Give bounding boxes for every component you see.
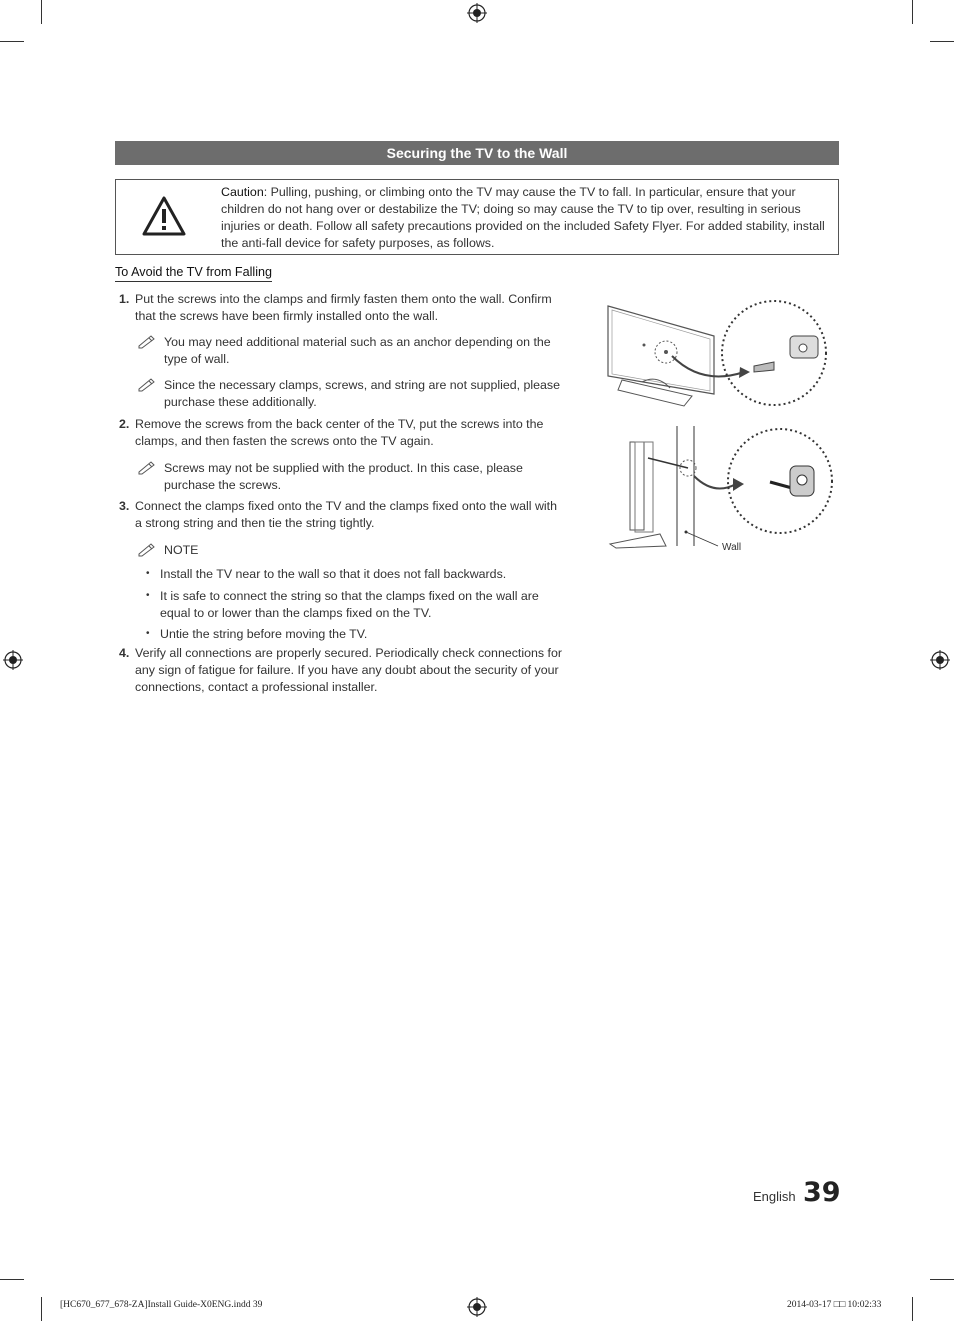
date-slug: 2014-03-17 □□ 10:02:33 [787, 1300, 882, 1310]
crop-mark [41, 0, 42, 24]
subheading: To Avoid the TV from Falling [115, 265, 272, 282]
note-label: NOTE [164, 543, 199, 557]
pencil-note-icon [137, 459, 157, 475]
step-text: Verify all connections are properly secured. Periodically check connections for any sign of fatigue for failure. If you have any doubt about the security of your connections, contact a professional installer. [135, 646, 563, 694]
crop-mark [41, 1297, 42, 1321]
registration-mark-icon [3, 650, 23, 670]
file-slug: [HC670_677_678-ZA]Install Guide-X0ENG.indd 39 [60, 1300, 263, 1310]
crop-mark [0, 41, 24, 42]
crop-mark [930, 41, 954, 42]
registration-mark-icon [467, 1297, 487, 1317]
bullet-icon: • [146, 628, 150, 639]
step-number: 2. [119, 417, 130, 431]
crop-mark [0, 1279, 24, 1280]
step-number: 1. [119, 292, 130, 306]
tv-wall-mount-illustration [602, 296, 842, 558]
registration-mark-icon [467, 3, 487, 23]
note-text: Since the necessary clamps, screws, and string are not supplied, please purchase these additionally. [164, 378, 561, 409]
step-text: Put the screws into the clamps and firmly fasten them onto the wall. Confirm that the screws have been firmly installed onto the wall. [135, 292, 552, 323]
footer-language: English [753, 1189, 796, 1204]
caution-text [221, 184, 826, 252]
caution-body: : Pulling, pushing, or climbing onto the TV may cause the TV to fall. In particular, ensure that your children do not hang over or destabilize the TV; doing so may cause the TV to tip over, resulting in serious injuries or death. Follow all safety precautions provided on the included Safety Flyer. For added stability, install the anti-fall device for safety purposes, as follows. [221, 185, 825, 250]
crop-mark [930, 1279, 954, 1280]
step-text: Connect the clamps fixed onto the TV and the clamps fixed onto the wall with a strong string and then tie the string tightly. [135, 499, 557, 530]
bullet-text: It is safe to connect the string so that the clamps fixed on the wall are equal to or lower than the clamps fixed on the TV. [160, 589, 539, 620]
bullet-icon: • [146, 590, 150, 601]
registration-mark-icon [930, 650, 950, 670]
note-text: You may need additional material such as an anchor depending on the type of wall. [164, 335, 551, 366]
pencil-note-icon [137, 541, 157, 557]
caution-box [115, 179, 839, 255]
pencil-note-icon [137, 333, 157, 349]
crop-mark [912, 1297, 913, 1321]
wall-label: Wall [722, 542, 742, 553]
page-number: 39 [803, 1177, 841, 1208]
bullet-text: Untie the string before moving the TV. [160, 627, 368, 641]
pencil-note-icon [137, 376, 157, 392]
bullet-icon: • [146, 568, 150, 579]
section-title: Securing the TV to the Wall [115, 141, 839, 165]
caution-label: Caution [221, 185, 264, 199]
note-text: Screws may not be supplied with the product. In this case, please purchase the screws. [164, 461, 523, 492]
step-number: 4. [119, 646, 130, 660]
warning-triangle-icon [141, 195, 187, 237]
step-number: 3. [119, 499, 130, 513]
crop-mark [912, 0, 913, 24]
step-text: Remove the screws from the back center of the TV, put the screws into the clamps, and then fasten the screws onto the TV again. [135, 417, 544, 448]
bullet-text: Install the TV near to the wall so that it does not fall backwards. [160, 567, 507, 581]
